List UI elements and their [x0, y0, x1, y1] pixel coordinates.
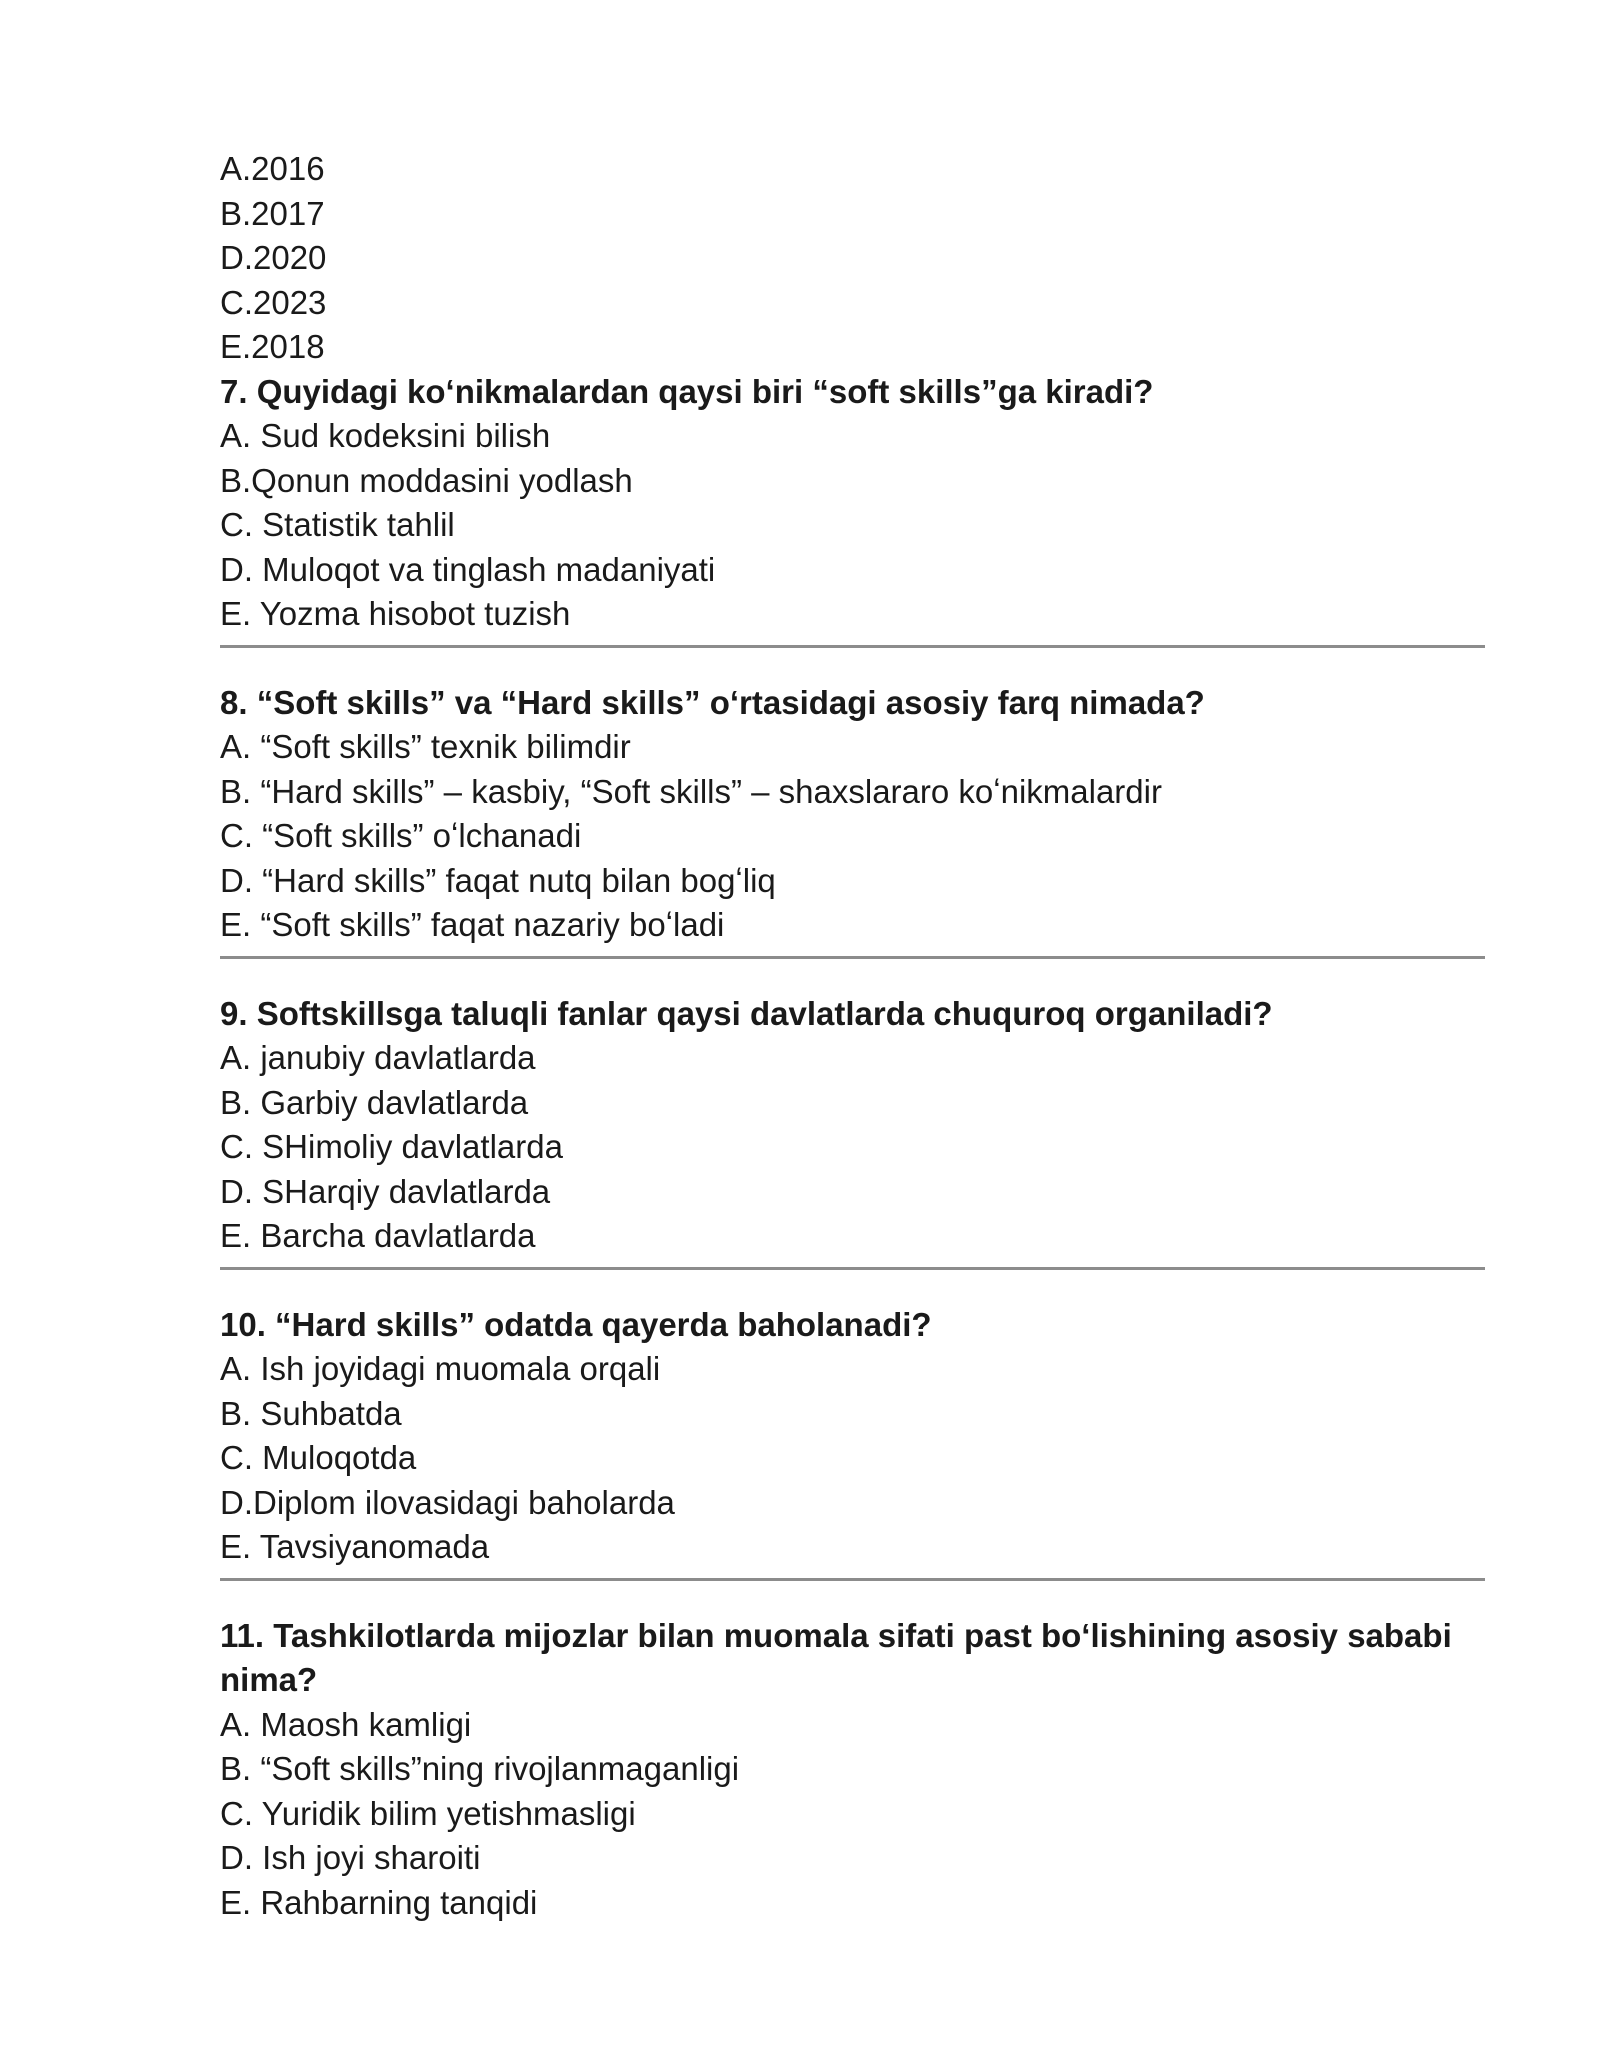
option-item: E.2018: [220, 328, 325, 365]
option-item: E. Tavsiyanomada: [220, 1528, 490, 1565]
question-title: 11. Tashkilotlarda mijozlar bilan muomala sifati past boʻlishining asosiy sababi nima?: [220, 1616, 1452, 1698]
question-block-11: [220, 1614, 1485, 1926]
option-item: C. Statistik tahlil: [220, 506, 455, 543]
document-page: [220, 147, 1485, 1925]
option-item: D. Muloqot va tinglash madaniyati: [220, 550, 716, 588]
option-item: A.2016: [220, 150, 325, 187]
option-item: B. “Soft skills”ning rivojlanmaganligi: [220, 1750, 740, 1787]
option-item: C. SHimoliy davlatlarda: [220, 1128, 563, 1165]
option-item: C. Yuridik bilim yetishmasligi: [220, 1794, 636, 1832]
option-item: D. “Hard skills” faqat nutq bilan bogʻliq: [220, 861, 776, 899]
question-block-10: [220, 1303, 1485, 1614]
option-item: A. Sud kodeksini bilish: [220, 417, 551, 454]
option-item: E. Barcha davlatlarda: [220, 1217, 536, 1254]
option-item: E. Rahbarning tanqidi: [220, 1883, 538, 1921]
option-item: A. janubiy davlatlarda: [220, 1039, 536, 1076]
option-item: B.Qonun moddasini yodlash: [220, 461, 633, 499]
option-item: C. Muloqotda: [220, 1439, 417, 1476]
option-item: C. “Soft skills” oʻlchanadi: [220, 817, 582, 854]
option-item: D. SHarqiy davlatlarda: [220, 1172, 551, 1210]
option-item: B.2017: [220, 194, 325, 232]
option-item: A. Maosh kamligi: [220, 1705, 472, 1743]
option-item: B. Suhbatda: [220, 1394, 402, 1432]
option-item: B. “Hard skills” – kasbiy, “Soft skills” – shaxslararo koʻnikmalardir: [220, 772, 1162, 810]
question-title: 9. Softskillsga taluqli fanlar qaysi davlatlarda chuquroq organiladi?: [220, 994, 1273, 1032]
question-title: 10. “Hard skills” odatda qayerda baholanadi?: [220, 1305, 932, 1343]
option-item: A. Ish joyidagi muomala orqali: [220, 1350, 661, 1387]
question-block-8: [220, 681, 1485, 992]
question-block-7: [220, 370, 1485, 681]
question-title: 7. Quyidagi koʻnikmalardan qaysi biri “soft skills”ga kiradi?: [220, 372, 1154, 410]
option-item: C.2023: [220, 283, 327, 321]
option-item: E. “Soft skills” faqat nazariy boʻladi: [220, 906, 725, 943]
question-title: 8. “Soft skills” va “Hard skills” oʻrtasidagi asosiy farq nimada?: [220, 683, 1205, 721]
option-item: A. “Soft skills” texnik bilimdir: [220, 728, 631, 765]
question-block-9: [220, 992, 1485, 1303]
previous-question-options: [220, 147, 1485, 370]
option-item: E. Yozma hisobot tuzish: [220, 595, 571, 632]
option-item: D.2020: [220, 239, 327, 276]
option-item: B. Garbiy davlatlarda: [220, 1083, 529, 1121]
option-item: D.Diplom ilovasidagi baholarda: [220, 1483, 675, 1521]
option-item: D. Ish joyi sharoiti: [220, 1839, 481, 1876]
